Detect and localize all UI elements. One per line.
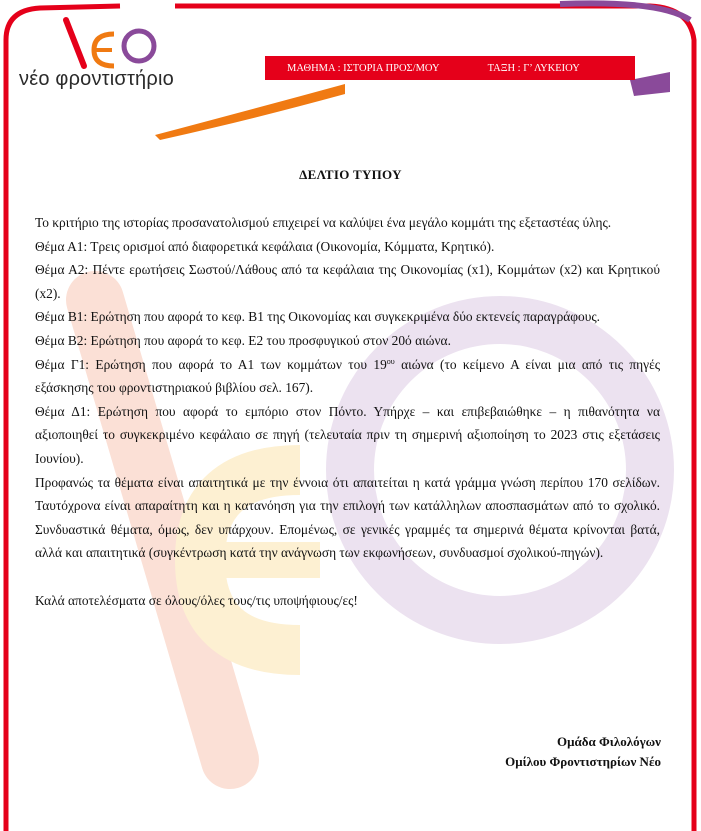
topic-g1 bbox=[35, 353, 660, 400]
topic-g1-superscript: ου bbox=[386, 356, 395, 366]
topic-a2: Θέμα Α2: Πέντε ερωτήσεις Σωστού/Λάθους από τα κεφάλαια της Οικονομίας (x1), Κομμάτων (x2) και Κρητικού (x2). bbox=[35, 262, 660, 301]
topic-b1: Θέμα Β1: Ερώτηση που αφορά το κεφ. Β1 της Οικονομίας και συγκεκριμένα δύο εκτενείς παραγράφους. bbox=[35, 309, 600, 325]
class-label: ΤΑΞΗ : Γ’ ΛΥΚΕΙΟΥ bbox=[487, 62, 580, 74]
topic-a1: Θέμα Α1: Τρεις ορισμοί από διαφορετικά κεφάλαια (Οικονομία, Κόμματα, Κρητικό). bbox=[35, 238, 495, 254]
signature-line-1: Ομάδα Φιλολόγων bbox=[557, 734, 661, 749]
press-release-body bbox=[35, 211, 660, 612]
topic-b2: Θέμα Β2: Ερώτηση που αφορά το κεφ. Ε2 του προσφυγικού στον 20ό αιώνα. bbox=[35, 332, 451, 348]
wishes-line: Καλά αποτελέσματα σε όλους/όλες τους/τις υποψήφιους/ες! bbox=[35, 592, 358, 608]
brand-name: νέο φροντιστήριο bbox=[19, 68, 174, 90]
header-bar bbox=[265, 56, 635, 80]
document-title: ΔΕΛΤΙΟ ΤΥΠΟΥ bbox=[299, 167, 402, 182]
topic-g1-start: Θέμα Γ1: Ερώτηση που αφορά το Α1 των κομμάτων του 19 bbox=[35, 356, 387, 372]
signature-line-2: Ομίλου Φροντιστηρίων Νέο bbox=[505, 754, 661, 769]
summary-paragraph: Προφανώς τα θέματα είναι απαιτητικά με την έννοια ότι απαιτείται η κατά γράμμα γνώση περίπου 170 σελίδων. Ταυτόχρονα είναι απαραίτητη και η κατανόηση για την επιλογή των κατάλληλων αποσπασμάτων από το σχολικό. Συνδυαστικά θέματα, όμως, δεν υπάρχουν. Επομένως, σε γενικές γραμμές τα σημερινά θέματα κρίνονται βατά, αλλά και απαιτητικά (συγκέντρωση κατά την ανάγνωση των εκφωνήσεων, συνδυασμοί σχολικού-πηγών). bbox=[35, 474, 660, 561]
topic-g1-end: αιώνα (το κείμενο Α είναι μια από τις πηγές εξάσκησης του φροντιστηριακού βιβλίου σελ. 167). bbox=[35, 356, 660, 396]
topic-d1: Θέμα Δ1: Ερώτηση που αφορά το εμπόριο στον Πόντο. Υπήρχε – και επιβεβαιώθηκε – η πιθανότητα να αξιοποιηθεί το συγκεκριμένο κεφάλαιο σε πηγή (τελευταία πριν τη σημερινή αξιοποίηση το 2023 στις εξετάσεις Ιουνίου). bbox=[35, 403, 660, 466]
subject-label: ΜΑΘΗΜΑ : ΙΣΤΟΡΙΑ ΠΡΟΣ/ΜΟΥ bbox=[287, 62, 440, 74]
orange-swoosh bbox=[150, 80, 350, 140]
purple-accent bbox=[630, 72, 670, 96]
intro-paragraph: Το κριτήριο της ιστορίας προσανατολισμού επιχειρεί να καλύψει ένα μεγάλο κομμάτι της εξεταστέας ύλης. bbox=[35, 215, 612, 230]
signature-block bbox=[505, 732, 661, 772]
